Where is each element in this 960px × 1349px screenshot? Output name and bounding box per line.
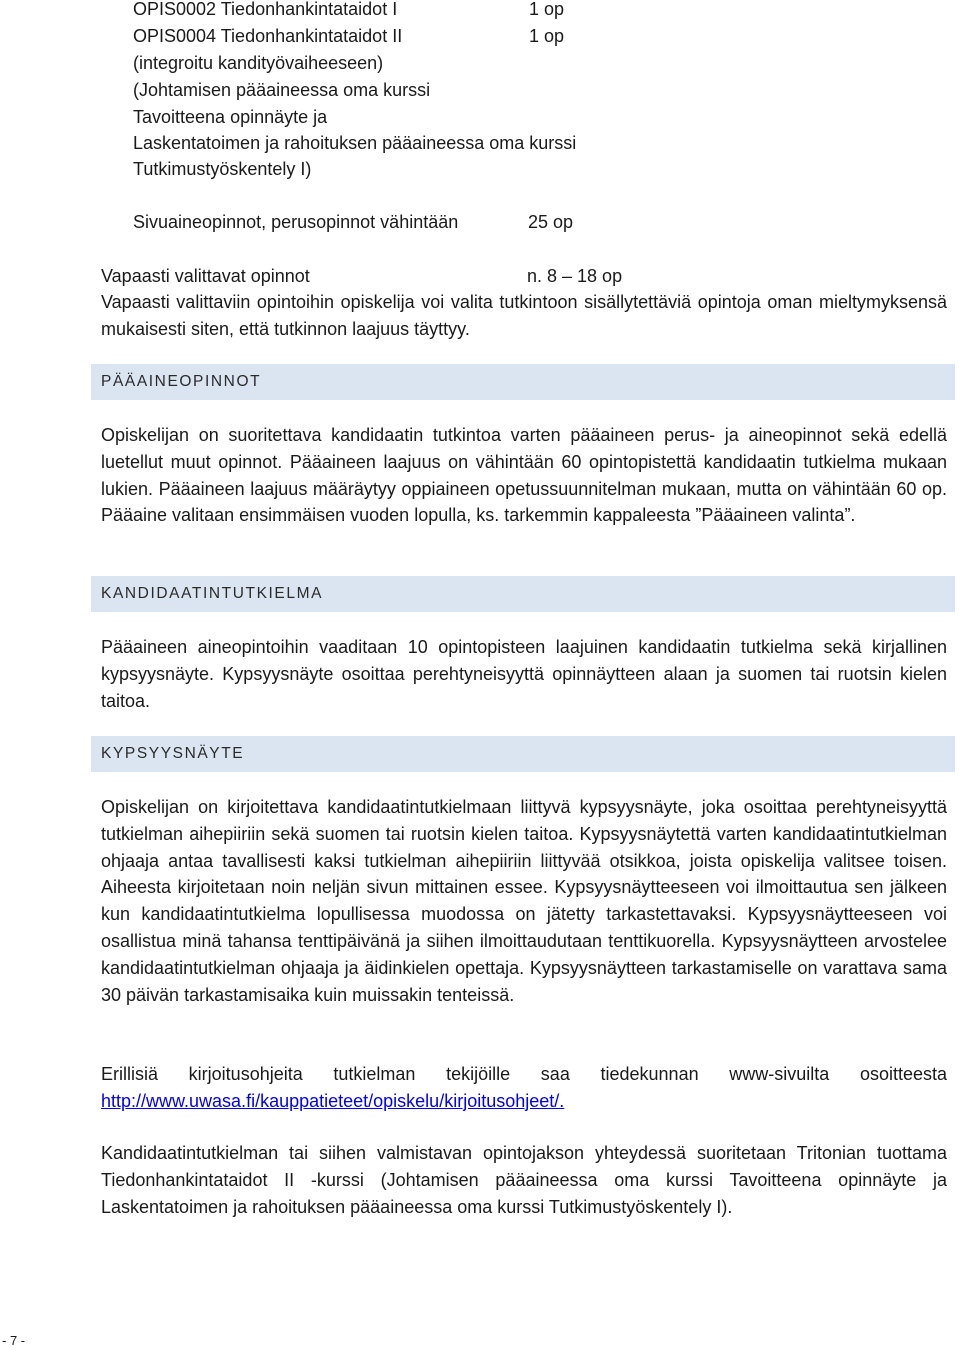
maturity-text: Opiskelijan on kirjoitettava kandidaatintutkielmaan liittyvä kypsyysnäyte, joka osoittaa perehtyneisyyttä tutkielman aihepiiriin sekä suomen tai ruotsin kielen taitoa. Kypsyysnäytettä varten kandidaatintutkielman ohjaaja antaa tavallisesti kaksi tutkielman aihepiiriin liittyvää otsikkoa, joista opiskelija valitsee toisen. Aiheesta kirjoitetaan noin neljän sivun mittainen essee. Kypsyysnäytteeseen voi ilmoittautua sen jälkeen kun kandidaatintutkielma lopullisessa muodossa on jätetty tarkastettavaksi. Kypsyysnäytteeseen voi osallistua minä tahansa tenttipäivänä ja siihen ilmoittaudutaan tenttikuorella. Kypsyysnäytteen arvostelee kandidaatintutkielman ohjaaja ja äidinkielen opettaja. Kypsyysnäytteen tarkastamiselle on varattava sama 30 päivän tarkastamisaika kuin muissakin tenteissä.	[101, 797, 947, 1005]
instructions-link[interactable]: http://www.uwasa.fi/kauppatieteet/opiskelu/kirjoitusohjeet/.	[101, 1090, 565, 1111]
course-note-line: (Johtamisen pääaineessa oma kurssi	[133, 80, 431, 100]
course-note-line: Tavoitteena opinnäyte ja	[133, 107, 328, 127]
major-text: Opiskelijan on suoritettava kandidaatin tutkintoa varten pääaineen perus- ja aineopinnot sekä edellä luetellut muut opinnot. Pääaineen laajuus on vähintään 60 opintopistettä kandidaatin tutkielma mukaan lukien. Pääaineen laajuus määräytyy oppiaineen opetussuunnitelman mukaan, mutta on vähintään 60 op. Pääaine valitaan ensimmäisen vuoden lopulla, ks. tarkemmin kappaleesta ”Pääaineen valinta”.	[101, 425, 947, 526]
section-heading-major: PÄÄAINEOPINNOT	[91, 364, 955, 400]
course-note-line: Tutkimustyöskentely I)	[133, 159, 312, 179]
course-credits: 1 op	[529, 26, 565, 46]
minor-label: Sivuaineopinnot, perusopinnot vähintään	[133, 212, 459, 232]
section-heading-thesis: KANDIDAATINTUTKIELMA	[91, 576, 955, 612]
thesis-text: Pääaineen aineopintoihin vaaditaan 10 opintopisteen laajuinen kandidaatin tutkielma sekä kirjallinen kypsyysnäyte. Kypsyysnäyte osoittaa perehtyneisyyttä opinnäytteen alaan ja suomen tai ruotsin kielen taitoa.	[101, 637, 947, 711]
course-note-line: (integroitu kandityövaiheeseen)	[133, 53, 384, 73]
page-number: - 7 -	[2, 1333, 26, 1348]
tritonia-text: Kandidaatintutkielman tai siihen valmistavan opintojakson yhteydessä suoritetaan Tritonian tuottama Tiedonhankintataidot II -kurssi (Johtamisen pääaineessa oma kurssi Tavoitteena opinnäyte ja Laskentatoimen ja rahoituksen pääaineessa oma kurssi Tutkimustyöskentely I).	[101, 1143, 947, 1217]
course-name: OPIS0004 Tiedonhankintataidot II	[133, 26, 403, 46]
electives-label: Vapaasti valittavat opinnot	[101, 266, 310, 286]
electives-text: Vapaasti valittaviin opintoihin opiskelija voi valita tutkintoon sisällytettäviä opintoja oman mieltymyksensä mukaisesti siten, että tutkinnon laajuus täyttyy.	[101, 292, 947, 339]
section-heading-maturity: KYPSYYSNÄYTE	[91, 736, 955, 772]
course-credits: 1 op	[529, 0, 565, 19]
course-name: OPIS0002 Tiedonhankintataidot I	[133, 0, 398, 19]
instructions-text	[101, 1061, 947, 1115]
electives-credits: n. 8 – 18 op	[527, 266, 623, 286]
instructions-lead: Erillisiä kirjoitusohjeita tutkielman tekijöille saa tiedekunnan www-sivuilta osoitteesta	[101, 1064, 947, 1084]
course-note-line: Laskentatoimen ja rahoituksen pääaineessa oma kurssi	[133, 133, 577, 153]
minor-credits: 25 op	[528, 212, 574, 232]
